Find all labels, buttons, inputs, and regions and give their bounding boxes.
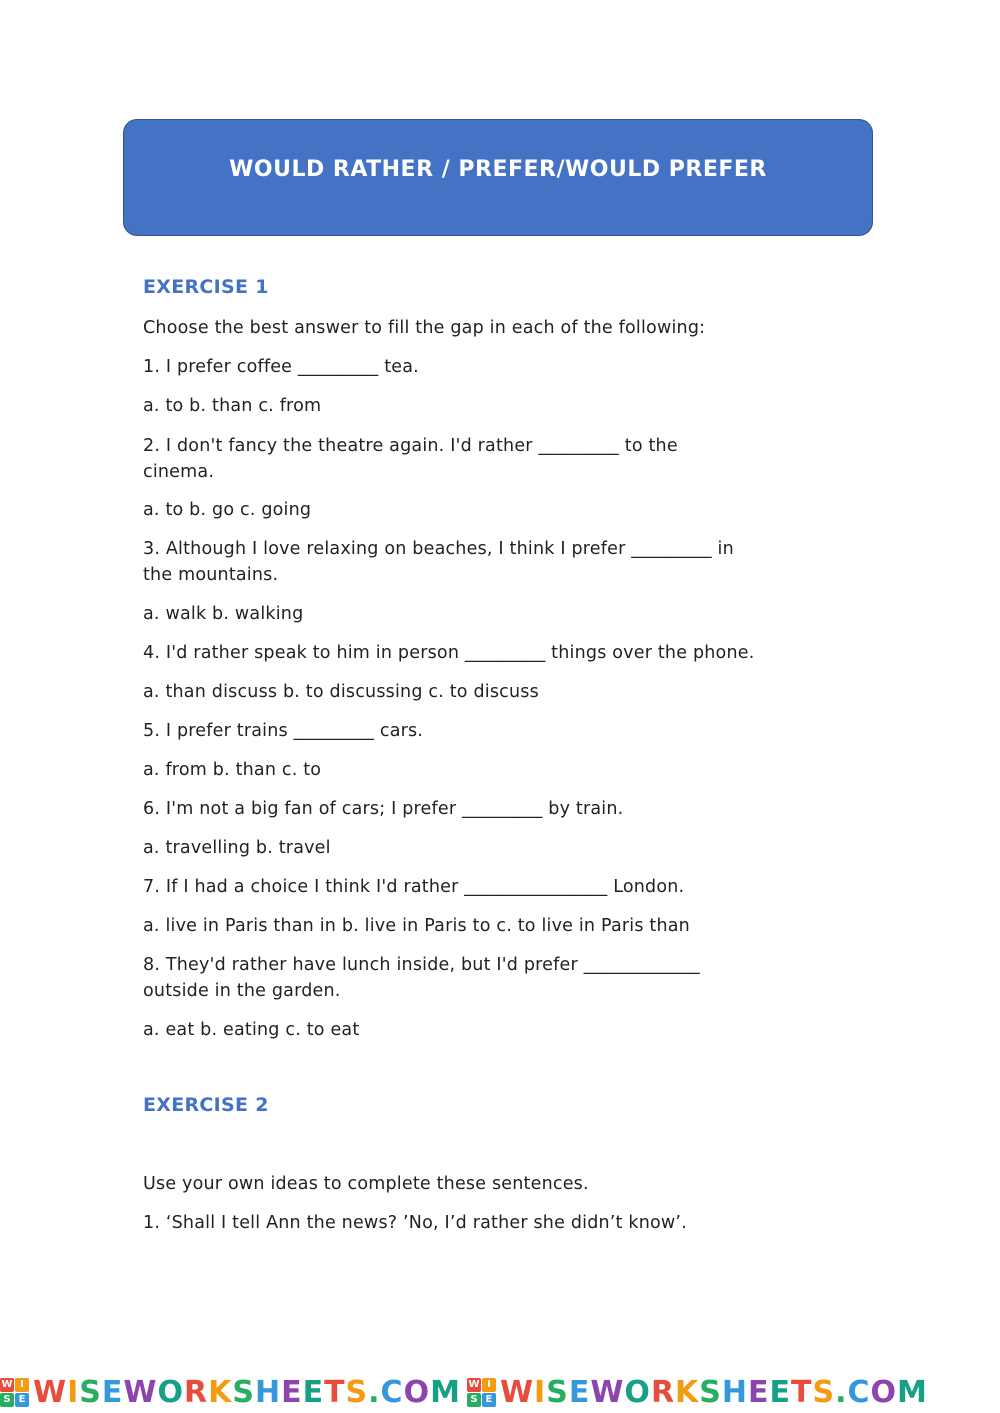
watermark-letter: . bbox=[835, 1375, 848, 1410]
question-4: 4. I'd rather speak to him in person _________ things over the phone. bbox=[143, 643, 755, 663]
watermark-letter: R bbox=[183, 1375, 209, 1410]
watermark-letter: E bbox=[748, 1375, 770, 1410]
question-2-options: a. to b. go c. going bbox=[143, 500, 312, 520]
exercise-2-instruction: Use your own ideas to complete these sentences. bbox=[143, 1174, 589, 1194]
watermark-letter: M bbox=[897, 1375, 928, 1410]
wise-logo-icon bbox=[467, 1378, 496, 1407]
watermark-letter: R bbox=[650, 1375, 676, 1410]
watermark-text bbox=[33, 1375, 461, 1410]
watermark-letter: E bbox=[302, 1375, 325, 1410]
watermark-letter: S bbox=[232, 1375, 255, 1410]
question-7: 7. If I had a choice I think I'd rather ________________ London. bbox=[143, 877, 685, 897]
logo-cell: E bbox=[15, 1393, 29, 1407]
question-8: 8. They'd rather have lunch inside, but I'd prefer _____________ bbox=[143, 955, 700, 975]
question-8-continued: outside in the garden. bbox=[143, 981, 341, 1001]
watermark-letter: W bbox=[33, 1375, 68, 1410]
watermark-letter: O bbox=[157, 1375, 184, 1410]
watermark-unit bbox=[0, 1375, 461, 1410]
watermark-letter: S bbox=[812, 1375, 836, 1410]
page-title: WOULD RATHER / PREFER/WOULD PREFER bbox=[229, 157, 767, 182]
question-6-options: a. travelling b. travel bbox=[143, 838, 331, 858]
watermark-letter: W bbox=[590, 1375, 625, 1410]
logo-cell: E bbox=[482, 1393, 496, 1407]
question-2: 2. I don't fancy the theatre again. I'd rather _________ to the bbox=[143, 436, 678, 456]
exercise-1-heading: EXERCISE 1 bbox=[143, 276, 269, 298]
watermark-letter: T bbox=[791, 1375, 813, 1410]
exercise-1-instruction: Choose the best answer to fill the gap in each of the following: bbox=[143, 318, 706, 338]
watermark-letter: S bbox=[345, 1375, 369, 1410]
question-2-continued: cinema. bbox=[143, 462, 215, 482]
question-8-options: a. eat b. eating c. to eat bbox=[143, 1020, 360, 1040]
watermark-letter: W bbox=[123, 1375, 158, 1410]
watermark-letter: I bbox=[534, 1375, 547, 1410]
watermark-letter: O bbox=[403, 1375, 431, 1410]
question-5: 5. I prefer trains _________ cars. bbox=[143, 721, 424, 741]
watermark-letter: S bbox=[79, 1375, 102, 1410]
question-3-continued: the mountains. bbox=[143, 565, 279, 585]
watermark-letter: H bbox=[721, 1375, 749, 1410]
watermark-letter: E bbox=[281, 1375, 303, 1410]
watermark-letter: I bbox=[67, 1375, 80, 1410]
question-5-options: a. from b. than c. to bbox=[143, 760, 322, 780]
watermark-letter: H bbox=[254, 1375, 282, 1410]
question-4-options: a. than discuss b. to discussing c. to discuss bbox=[143, 682, 539, 702]
logo-cell: W bbox=[468, 1379, 480, 1390]
watermark-letter: S bbox=[546, 1375, 569, 1410]
watermark-letter: K bbox=[208, 1375, 233, 1410]
logo-cell: I bbox=[482, 1378, 496, 1392]
exercise-2-item-1: 1. ‘Shall I tell Ann the news? ’No, I’d rather she didn’t know’. bbox=[143, 1213, 687, 1233]
logo-cell: I bbox=[15, 1378, 29, 1392]
question-7-options: a. live in Paris than in b. live in Paris to c. to live in Paris than bbox=[143, 916, 690, 936]
watermark-letter: S bbox=[699, 1375, 722, 1410]
watermark-letter: . bbox=[368, 1375, 381, 1410]
title-banner bbox=[123, 119, 873, 236]
watermark-letter: K bbox=[675, 1375, 700, 1410]
watermark-letter: E bbox=[568, 1375, 591, 1410]
watermark-letter: E bbox=[101, 1375, 124, 1410]
question-1: 1. I prefer coffee _________ tea. bbox=[143, 357, 419, 377]
exercise-2-heading: EXERCISE 2 bbox=[143, 1094, 269, 1116]
watermark-unit bbox=[467, 1375, 928, 1410]
watermark-letter: W bbox=[499, 1375, 535, 1410]
watermark-letter: O bbox=[870, 1375, 898, 1410]
footer-watermark bbox=[0, 1372, 1000, 1413]
wise-logo-icon bbox=[0, 1378, 29, 1407]
watermark-letter: O bbox=[624, 1375, 651, 1410]
logo-cell: S bbox=[467, 1393, 481, 1407]
logo-cell: S bbox=[0, 1393, 14, 1407]
question-3: 3. Although I love relaxing on beaches, I think I prefer _________ in bbox=[143, 539, 734, 559]
question-1-options: a. to b. than c. from bbox=[143, 396, 322, 416]
watermark-letter: E bbox=[769, 1375, 792, 1410]
watermark-text bbox=[500, 1375, 928, 1410]
watermark-letter: C bbox=[380, 1375, 404, 1410]
question-6: 6. I'm not a big fan of cars; I prefer _________ by train. bbox=[143, 799, 624, 819]
logo-cell: W bbox=[1, 1379, 13, 1390]
watermark-letter: C bbox=[847, 1375, 871, 1410]
watermark-letter: M bbox=[430, 1375, 461, 1410]
watermark-letter: T bbox=[324, 1375, 346, 1410]
question-3-options: a. walk b. walking bbox=[143, 604, 304, 624]
